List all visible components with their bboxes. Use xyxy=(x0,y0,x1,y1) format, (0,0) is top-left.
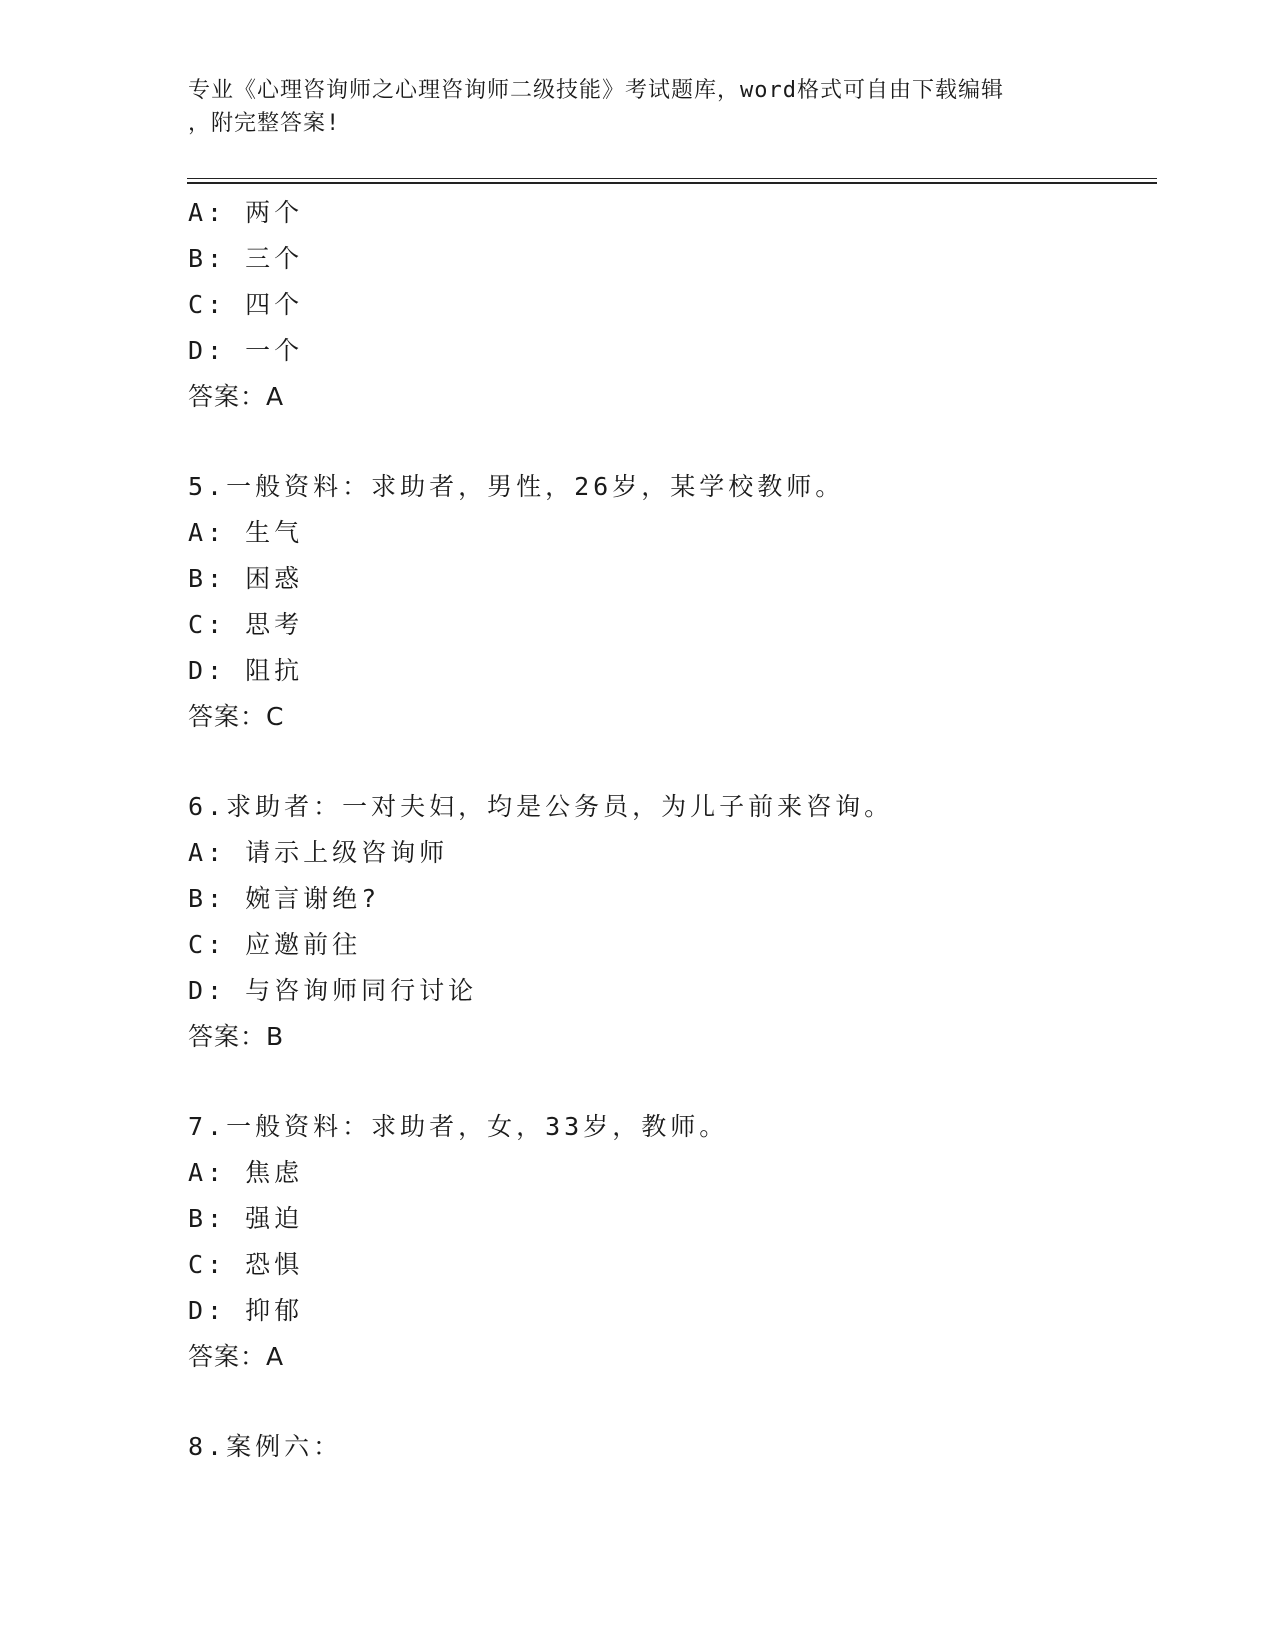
option-b: B: 强迫 xyxy=(188,1204,304,1233)
question-text: 6.求助者：一对夫妇，均是公务员，为儿子前来咨询。 xyxy=(188,792,894,821)
header-rule-thick xyxy=(187,182,1157,184)
question-list xyxy=(188,190,1148,1470)
option-a: A: 请示上级咨询师 xyxy=(188,838,449,867)
option-b: B: 三个 xyxy=(188,244,304,273)
question-8-block xyxy=(188,1424,1148,1470)
header-rule-thin xyxy=(187,178,1157,179)
option-c: C: 应邀前往 xyxy=(188,930,362,959)
option-d: D: 一个 xyxy=(188,336,304,365)
question-text: 7.一般资料：求助者，女，33岁，教师。 xyxy=(188,1112,729,1141)
header-line-1: 专业《心理咨询师之心理咨询师二级技能》考试题库，word格式可自由下载编辑 xyxy=(188,78,1004,103)
question-6-block xyxy=(188,784,1148,1060)
question-text: 5.一般资料：求助者，男性，26岁，某学校教师。 xyxy=(188,472,845,501)
answer-line: 答案：A xyxy=(188,1342,285,1371)
question-5-block xyxy=(188,464,1148,740)
option-b: B: 婉言谢绝? xyxy=(188,884,381,913)
option-d: D: 与咨询师同行讨论 xyxy=(188,976,478,1005)
option-c: C: 恐惧 xyxy=(188,1250,304,1279)
question-4-block xyxy=(188,190,1148,420)
option-c: C: 思考 xyxy=(188,610,304,639)
option-d: D: 阻抗 xyxy=(188,656,304,685)
answer-line: 答案：A xyxy=(188,382,285,411)
option-a: A: 焦虑 xyxy=(188,1158,304,1187)
question-text: 8.案例六： xyxy=(188,1432,343,1461)
option-d: D: 抑郁 xyxy=(188,1296,304,1325)
option-b: B: 困惑 xyxy=(188,564,304,593)
answer-line: 答案：B xyxy=(188,1022,285,1051)
option-a: A: 生气 xyxy=(188,518,304,547)
option-a: A: 两个 xyxy=(188,198,304,227)
answer-line: 答案：C xyxy=(188,702,285,731)
document-header xyxy=(188,74,1088,140)
option-c: C: 四个 xyxy=(188,290,304,319)
question-7-block xyxy=(188,1104,1148,1380)
header-line-2: ，附完整答案! xyxy=(188,111,341,136)
